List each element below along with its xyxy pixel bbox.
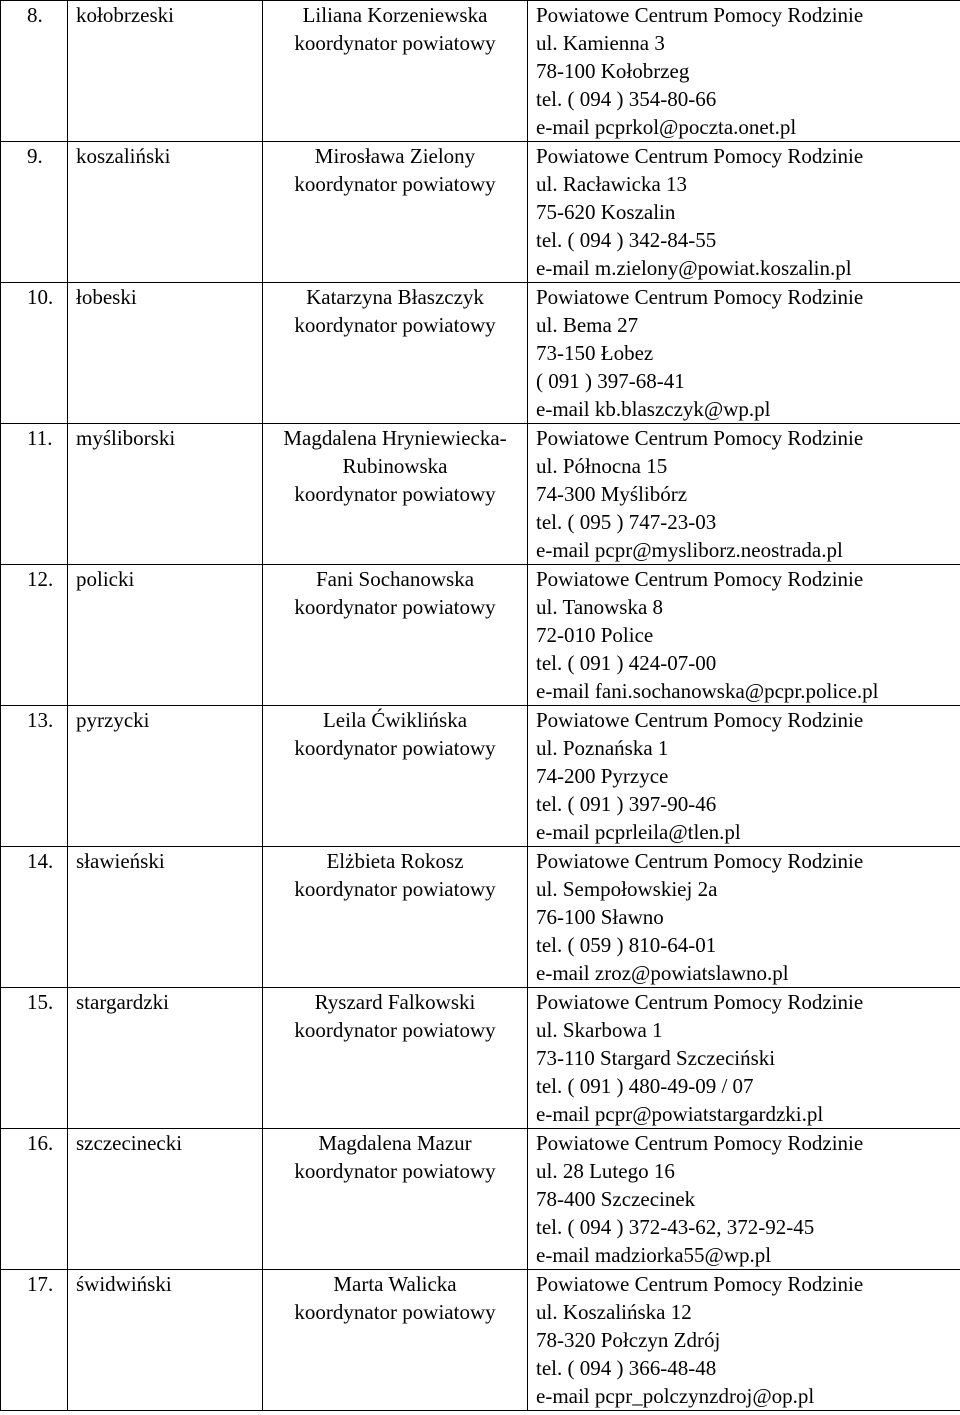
phone: tel. ( 059 ) 810-64-01 [536,933,717,957]
address-cell [528,424,960,565]
row-number: 14. [1,847,68,988]
address-cell [528,142,960,283]
coordinator-name: Fani Sochanowska [315,567,475,591]
row-number: 12. [1,565,68,706]
postal-city: 74-200 Pyrzyce [536,764,669,788]
coordinator-name: Liliana Korzeniewska [302,3,488,27]
street: ul. Racławicka 13 [536,172,688,196]
powiat-name: stargardzki [68,988,263,1129]
coordinator-role: koordynator powiatowy [294,1300,496,1324]
row-number: 10. [1,283,68,424]
coordinator-cell [263,1,528,142]
powiat-name: świdwiński [68,1270,263,1411]
phone: tel. ( 091 ) 480-49-09 / 07 [536,1074,754,1098]
institution-name: Powiatowe Centrum Pomocy Rodzinie [536,285,864,309]
table-row [1,142,960,283]
postal-city: 78-400 Szczecinek [536,1187,696,1211]
row-number: 8. [1,1,68,142]
table-row [1,1,960,142]
coordinator-cell [263,706,528,847]
institution-name: Powiatowe Centrum Pomocy Rodzinie [536,144,864,168]
table-row [1,988,960,1129]
row-number: 11. [1,424,68,565]
email: e-mail madziorka55@wp.pl [536,1243,772,1267]
email: e-mail pcpr@powiatstargardzki.pl [536,1102,824,1126]
table-row [1,565,960,706]
coordinator-cell [263,424,528,565]
row-number: 13. [1,706,68,847]
street: ul. Bema 27 [536,313,639,337]
phone: tel. ( 094 ) 342-84-55 [536,228,717,252]
coordinator-role: koordynator powiatowy [294,1018,496,1042]
coordinator-role: koordynator powiatowy [294,877,496,901]
powiat-name: myśliborski [68,424,263,565]
coordinator-role: koordynator powiatowy [294,313,496,337]
email: e-mail pcprkol@poczta.onet.pl [536,115,797,139]
institution-name: Powiatowe Centrum Pomocy Rodzinie [536,1272,864,1296]
phone: tel. ( 091 ) 424-07-00 [536,651,717,675]
street: ul. Sempołowskiej 2a [536,877,718,901]
coordinator-cell [263,1270,528,1411]
street: ul. Skarbowa 1 [536,1018,663,1042]
coordinator-name: Elżbieta Rokosz [326,849,464,873]
address-cell [528,706,960,847]
email: e-mail kb.blaszczyk@wp.pl [536,397,771,421]
coordinator-name: Marta Walicka [333,1272,457,1296]
coordinator-name: Magdalena Hryniewiecka-Rubinowska [283,426,507,478]
row-number: 9. [1,142,68,283]
address-cell [528,847,960,988]
table-row [1,283,960,424]
coordinator-cell [263,1129,528,1270]
email: e-mail m.zielony@powiat.koszalin.pl [536,256,852,280]
email: e-mail pcpr_polczynzdroj@op.pl [536,1384,815,1408]
postal-city: 73-150 Łobez [536,341,654,365]
postal-city: 72-010 Police [536,623,654,647]
coordinator-name: Mirosława Zielony [314,144,476,168]
table-row [1,1270,960,1411]
email: e-mail zroz@powiatslawno.pl [536,961,789,985]
street: ul. 28 Lutego 16 [536,1159,675,1183]
institution-name: Powiatowe Centrum Pomocy Rodzinie [536,708,864,732]
email: e-mail pcprleila@tlen.pl [536,820,741,844]
postal-city: 78-100 Kołobrzeg [536,59,690,83]
institution-name: Powiatowe Centrum Pomocy Rodzinie [536,990,864,1014]
postal-city: 73-110 Stargard Szczeciński [536,1046,776,1070]
powiat-name: kołobrzeski [68,1,263,142]
powiat-name: koszaliński [68,142,263,283]
street: ul. Północna 15 [536,454,668,478]
row-number: 15. [1,988,68,1129]
institution-name: Powiatowe Centrum Pomocy Rodzinie [536,849,864,873]
powiat-name: szczecinecki [68,1129,263,1270]
email: e-mail fani.sochanowska@pcpr.police.pl [536,679,879,703]
phone: tel. ( 094 ) 366-48-48 [536,1356,717,1380]
street: ul. Koszalińska 12 [536,1300,692,1324]
address-cell [528,1129,960,1270]
coordinator-role: koordynator powiatowy [294,1159,496,1183]
table-row [1,847,960,988]
coordinator-cell [263,283,528,424]
row-number: 17. [1,1270,68,1411]
phone: tel. ( 091 ) 397-90-46 [536,792,717,816]
coordinator-role: koordynator powiatowy [294,595,496,619]
table-row [1,706,960,847]
coordinator-name: Magdalena Mazur [318,1131,472,1155]
email: e-mail pcpr@mysliborz.neostrada.pl [536,538,843,562]
powiat-name: policki [68,565,263,706]
institution-name: Powiatowe Centrum Pomocy Rodzinie [536,426,864,450]
address-cell [528,988,960,1129]
coordinator-cell [263,847,528,988]
table-row [1,1129,960,1270]
powiat-name: pyrzycki [68,706,263,847]
postal-city: 78-320 Połczyn Zdrój [536,1328,721,1352]
institution-name: Powiatowe Centrum Pomocy Rodzinie [536,3,864,27]
postal-city: 74-300 Myślibórz [536,482,688,506]
street: ul. Kamienna 3 [536,31,665,55]
powiat-name: sławieński [68,847,263,988]
coordinator-name: Katarzyna Błaszczyk [306,285,484,309]
phone: ( 091 ) 397-68-41 [536,369,685,393]
coordinator-name: Leila Ćwiklińska [322,708,468,732]
coordinator-role: koordynator powiatowy [294,172,496,196]
coordinator-cell [263,565,528,706]
address-cell [528,1,960,142]
coordinator-cell [263,988,528,1129]
phone: tel. ( 095 ) 747-23-03 [536,510,717,534]
institution-name: Powiatowe Centrum Pomocy Rodzinie [536,567,864,591]
row-number: 16. [1,1129,68,1270]
coordinator-cell [263,142,528,283]
coordinator-role: koordynator powiatowy [294,31,496,55]
coordinator-name: Ryszard Falkowski [314,990,476,1014]
postal-city: 75-620 Koszalin [536,200,676,224]
street: ul. Poznańska 1 [536,736,669,760]
street: ul. Tanowska 8 [536,595,664,619]
coordinator-role: koordynator powiatowy [294,482,496,506]
table-row [1,424,960,565]
address-cell [528,565,960,706]
powiat-name: łobeski [68,283,263,424]
phone: tel. ( 094 ) 354-80-66 [536,87,717,111]
institution-name: Powiatowe Centrum Pomocy Rodzinie [536,1131,864,1155]
phone: tel. ( 094 ) 372-43-62, 372-92-45 [536,1215,815,1239]
address-cell [528,1270,960,1411]
postal-city: 76-100 Sławno [536,905,664,929]
coordinator-role: koordynator powiatowy [294,736,496,760]
address-cell [528,283,960,424]
